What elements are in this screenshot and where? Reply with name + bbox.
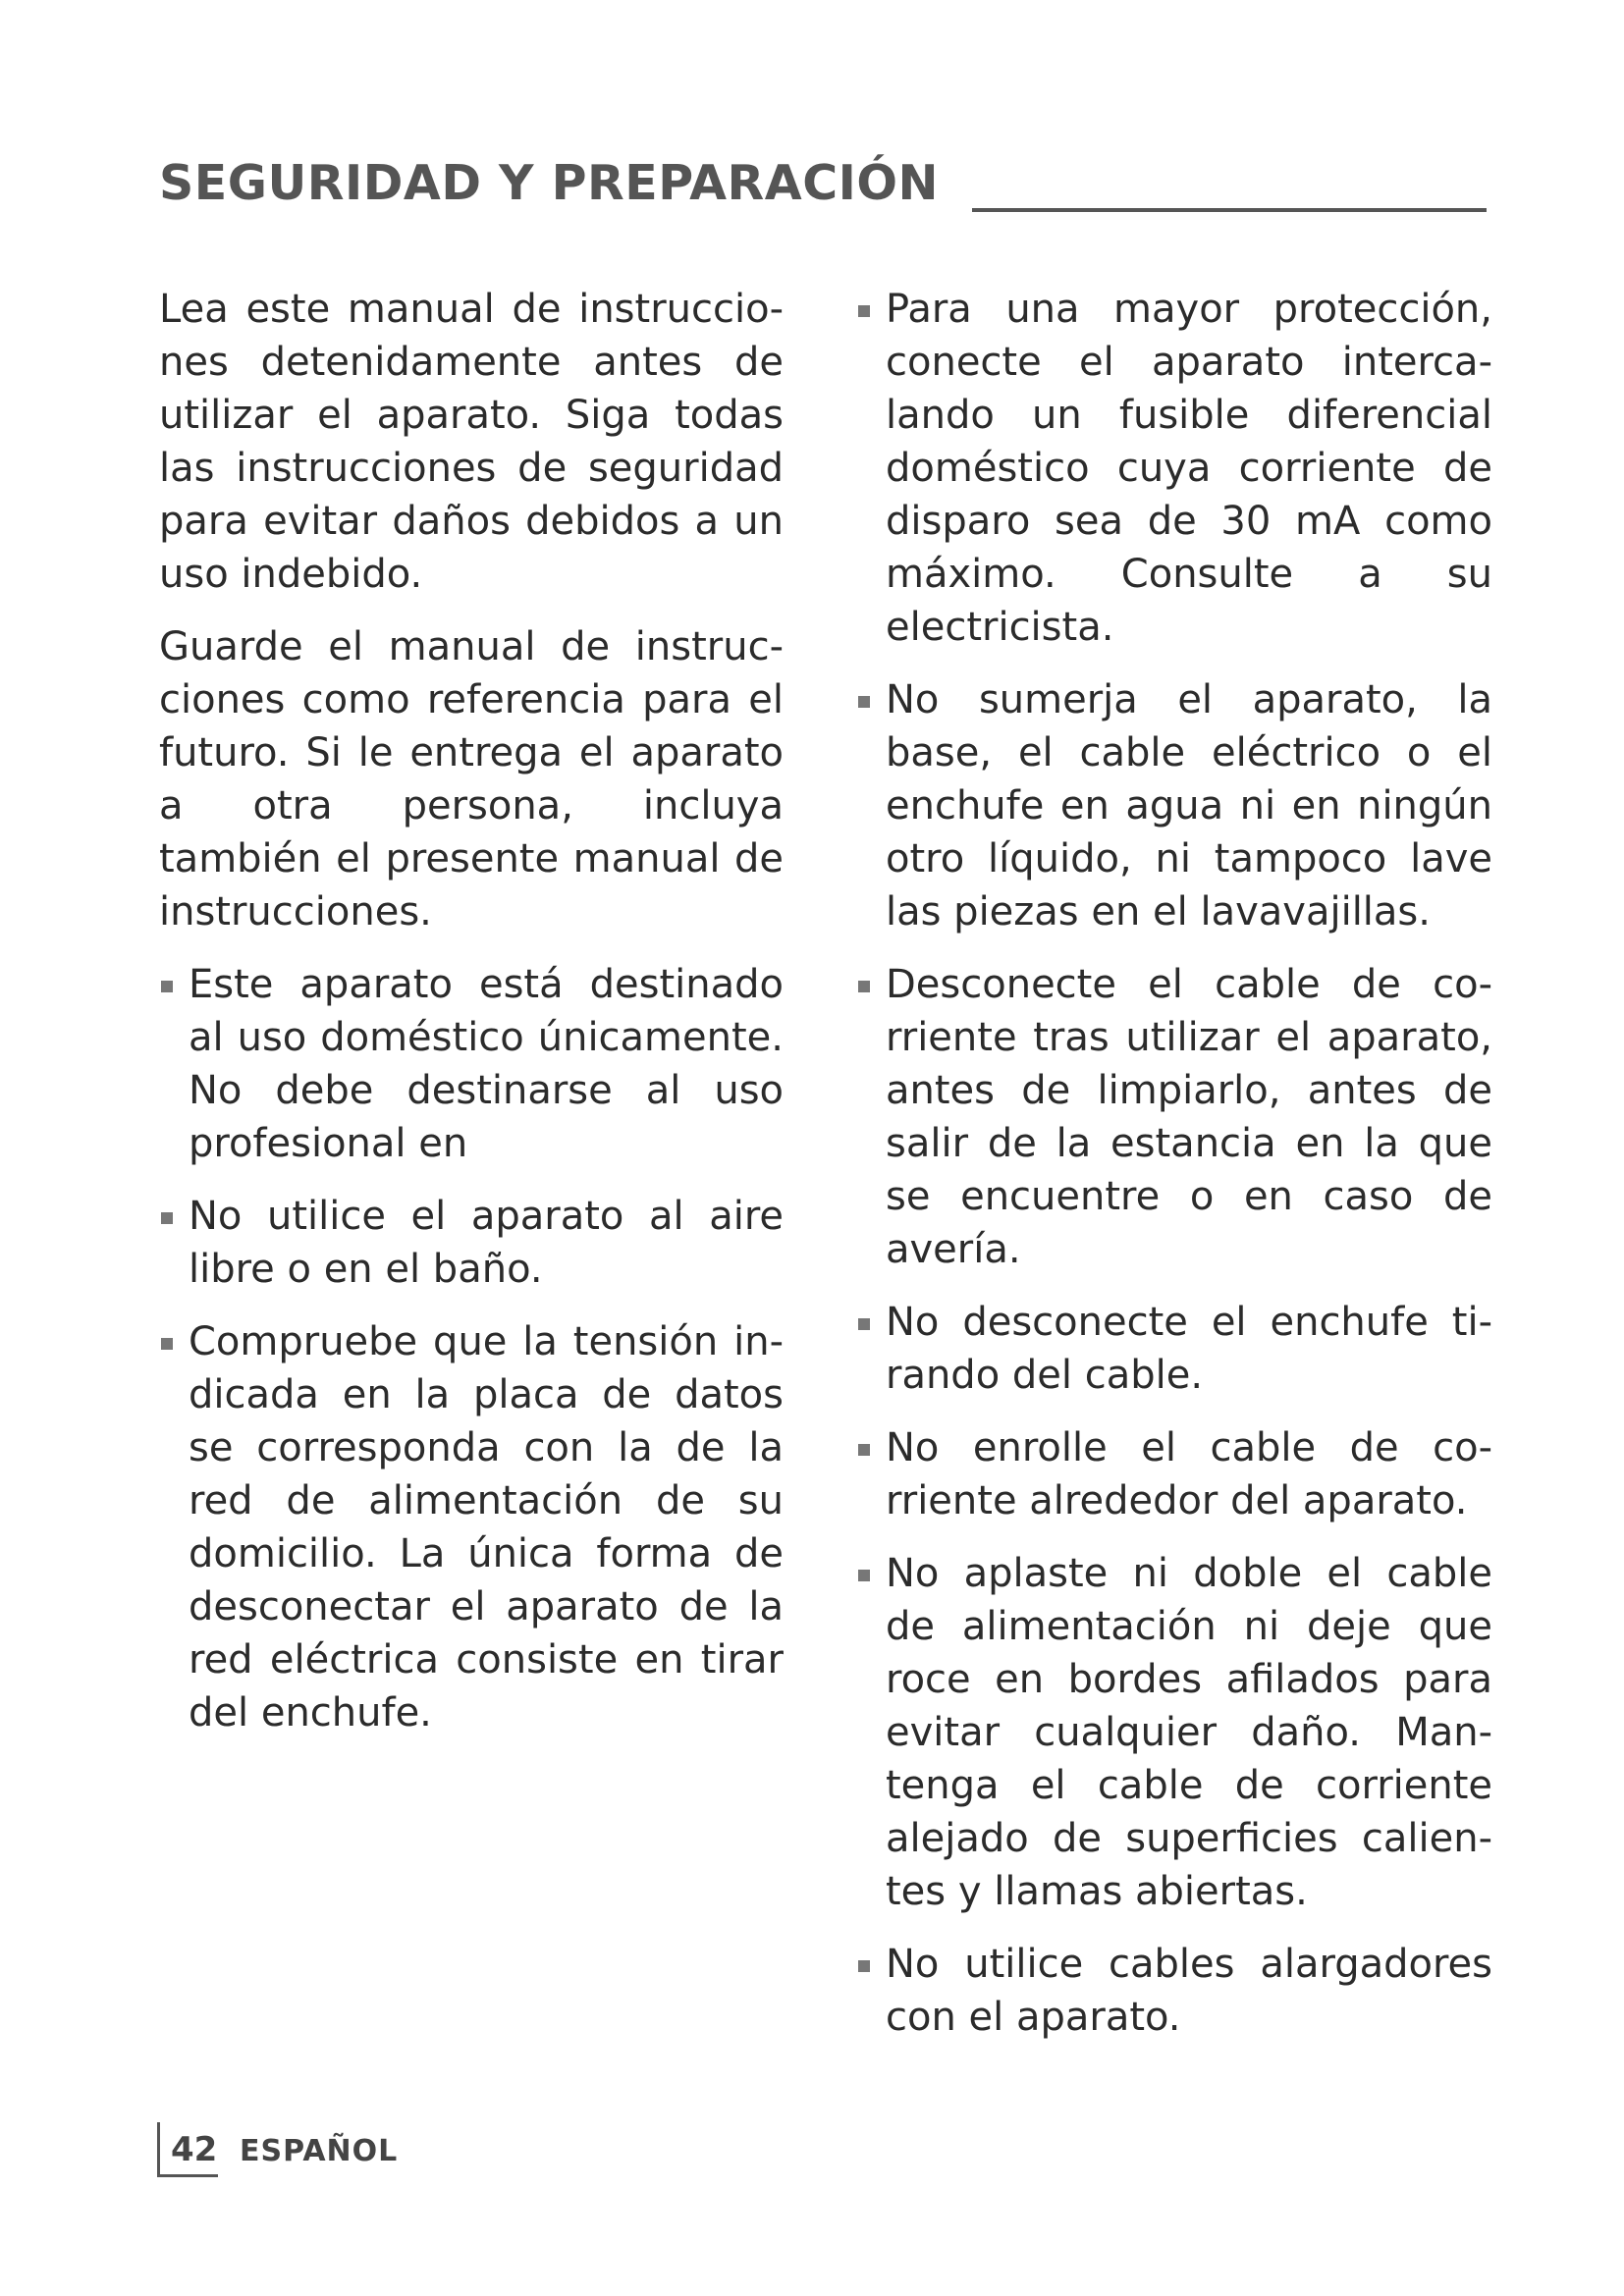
- page-header: [159, 147, 1487, 226]
- keep-manual-paragraph: Guarde el manual de instrucciones como referencia para el futuro. Si le entrega el aparato a otra persona, incluya también el presente manual de instrucciones.: [159, 624, 784, 934]
- intro-paragraph: Lea este manual de instrucciones detenidamente antes de utilizar el aparato. Siga todas las instrucciones de seguridad para evitar daños debidos a un uso indebido.: [159, 287, 784, 597]
- left-column: [159, 283, 784, 1759]
- list-item-text: Este aparato está destinado al uso doméstico únicamente. No debe destinarse al uso profesional en: [189, 962, 784, 1166]
- square-bullet-icon: [858, 1570, 870, 1581]
- list-item-text: No utilice el aparato al aire libre o en el baño.: [189, 1194, 784, 1292]
- square-bullet-icon: [161, 981, 173, 992]
- list-item-text: Desconecte el cable de corriente tras utilizar el aparato, antes de limpiarlo, antes de salir de la estancia en la que se encuentre o en caso de avería.: [886, 962, 1492, 1272]
- list-item-text: No sumerja el aparato, la base, el cable eléctrico o el enchufe en agua ni en ningún otro líquido, ni tampoco lave las piezas en el lavavajillas.: [886, 677, 1492, 934]
- list-item: [159, 958, 784, 1170]
- left-bullet-list: [159, 958, 784, 1739]
- footer-rule-horizontal: [157, 2174, 218, 2177]
- list-item-text: No desconecte el enchufe tirando del cable.: [886, 1300, 1492, 1398]
- page-number: 42: [171, 2130, 218, 2169]
- square-bullet-icon: [858, 1318, 870, 1330]
- list-item: [159, 1190, 784, 1296]
- page-footer: [157, 2122, 452, 2177]
- footer-rule-vertical: [157, 2122, 160, 2177]
- square-bullet-icon: [858, 1444, 870, 1456]
- list-item-text: Para una mayor protección, conecte el aparato intercalando un fusible diferencial doméstico cuya corriente de disparo sea de 30 mA como máximo. Consulte a su electricista.: [886, 287, 1492, 650]
- list-item: [856, 1296, 1492, 1402]
- list-item-text: No aplaste ni doble el cable de alimentación ni deje que roce en bordes afilados para evitar cualquier daño. Mantenga el cable de corriente alejado de superficies calientes y llamas abiertas.: [886, 1551, 1492, 1914]
- list-item: [856, 1938, 1492, 2044]
- list-item-text: Compruebe que la tensión indicada en la placa de datos se corresponda con la de la red de alimentación de su domicilio. La única forma de desconectar el aparato de la red eléctrica consiste en tirar del enchufe.: [189, 1319, 784, 1735]
- list-item: [856, 1421, 1492, 1527]
- page-title: SEGURIDAD Y PREPARACIÓN: [159, 155, 940, 211]
- square-bullet-icon: [858, 696, 870, 708]
- square-bullet-icon: [858, 1960, 870, 1972]
- square-bullet-icon: [858, 981, 870, 992]
- list-item: [856, 283, 1492, 654]
- list-item: [856, 958, 1492, 1276]
- list-item-text: No enrolle el cable de corriente alrededor del aparato.: [886, 1425, 1492, 1523]
- title-rule: [972, 208, 1487, 212]
- list-item: [856, 673, 1492, 938]
- right-column: [856, 283, 1492, 2063]
- language-label: ESPAÑOL: [240, 2134, 399, 2168]
- list-item: [159, 1315, 784, 1739]
- list-item-text: No utilice cables alargadores con el aparato.: [886, 1942, 1492, 2040]
- right-bullet-list: [856, 283, 1492, 2044]
- square-bullet-icon: [858, 305, 870, 317]
- square-bullet-icon: [161, 1338, 173, 1350]
- square-bullet-icon: [161, 1212, 173, 1224]
- list-item: [856, 1547, 1492, 1918]
